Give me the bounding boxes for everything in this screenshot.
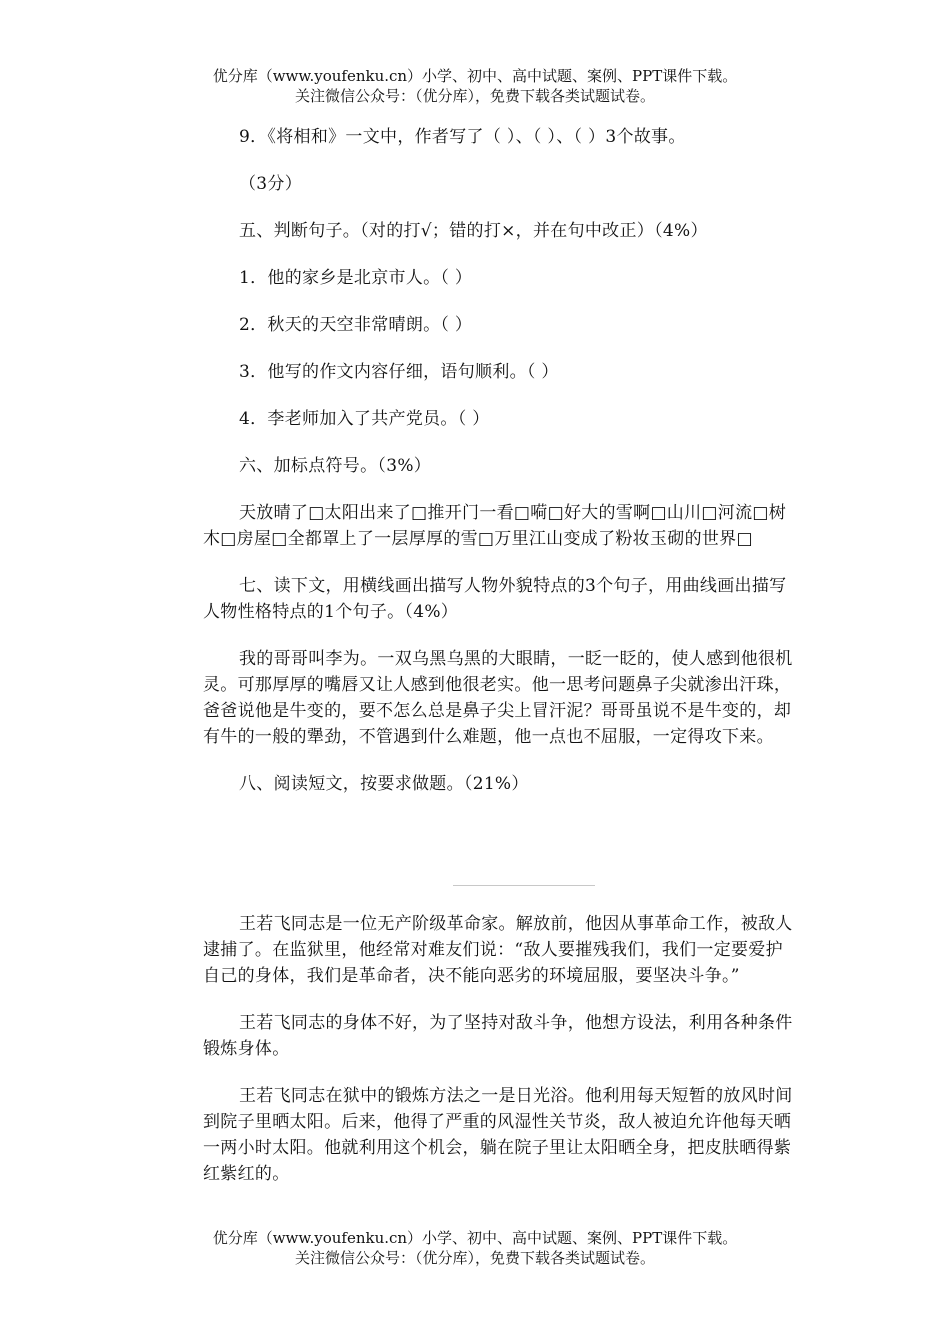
section-7-title: 七、读下文，用横线画出描写人物外貌特点的3个句子，用曲线画出描写人物性格特点的1个句子。（4%） <box>203 576 787 622</box>
footer-banner <box>0 1228 950 1268</box>
question-9-score: （3分） <box>239 174 303 194</box>
question-9: 9．《将相和》一文中，作者写了（ ）、（ ）、（ ）3个故事。 <box>239 127 686 147</box>
judge-item-2: 2．秋天的天空非常晴朗。（ ） <box>239 315 473 335</box>
section-divider <box>453 885 595 886</box>
punctuation-exercise: 天放晴了□太阳出来了□推开门一看□嗬□好大的雪啊□山川□河流□树木□房屋□全都罩上了一层厚厚的雪□万里江山变成了粉妆玉砌的世界□ <box>203 503 787 549</box>
judge-item-1: 1．他的家乡是北京市人。（ ） <box>239 268 473 288</box>
header-banner <box>0 66 950 106</box>
passage-paragraph-1: 王若飞同志是一位无产阶级革命家。解放前，他因从事革命工作，被敌人逮捕了。在监狱里，他经常对难友们说：“敌人要摧残我们，我们一定要爱护自己的身体，我们是革命者，决不能向恶劣的环境屈服，要坚决斗争。” <box>203 914 793 986</box>
footer-line-2: 关注微信公众号：（优分库），免费下载各类试题试卷。 <box>294 1249 655 1267</box>
section-8-title: 八、阅读短文，按要求做题。（21%） <box>239 774 529 794</box>
section-7-passage: 我的哥哥叫李为。一双乌黑乌黑的大眼睛，一眨一眨的，使人感到他很机灵。可那厚厚的嘴唇又让人感到他很老实。他一思考问题鼻子尖就渗出汗珠，爸爸说他是牛变的，要不怎么总是鼻子尖上冒汗泥？哥哥虽说不是牛变的，却有牛的一般的犟劲，不管遇到什么难题，他一点也不屈服，一定得攻下来。 <box>203 649 793 747</box>
passage-paragraph-2: 王若飞同志的身体不好，为了坚持对敌斗争，他想方设法，利用各种条件锻炼身体。 <box>203 1013 793 1059</box>
judge-item-4: 4．李老师加入了共产党员。（ ） <box>239 409 490 429</box>
footer-line-1: 优分库（www.youfenku.cn）小学、初中、高中试题、案例、PPT课件下载。 <box>212 1229 738 1247</box>
section-6-title: 六、加标点符号。（3%） <box>239 456 432 476</box>
document-body <box>203 124 797 797</box>
header-line-2: 关注微信公众号：（优分库），免费下载各类试题试卷。 <box>294 87 655 105</box>
header-line-1: 优分库（www.youfenku.cn）小学、初中、高中试题、案例、PPT课件下载。 <box>212 67 738 85</box>
reading-passage <box>203 911 797 1187</box>
passage-paragraph-3: 王若飞同志在狱中的锻炼方法之一是日光浴。他利用每天短暂的放风时间到院子里晒太阳。后来，他得了严重的风湿性关节炎，敌人被迫允许他每天晒一两小时太阳。他就利用这个机会，躺在院子里让太阳晒全身，把皮肤晒得紫红紫红的。 <box>203 1086 793 1184</box>
judge-item-3: 3．他写的作文内容仔细，语句顺利。（ ） <box>239 362 559 382</box>
section-5-title: 五、判断句子。（对的打√；错的打×，并在句中改正）（4%） <box>239 221 708 241</box>
